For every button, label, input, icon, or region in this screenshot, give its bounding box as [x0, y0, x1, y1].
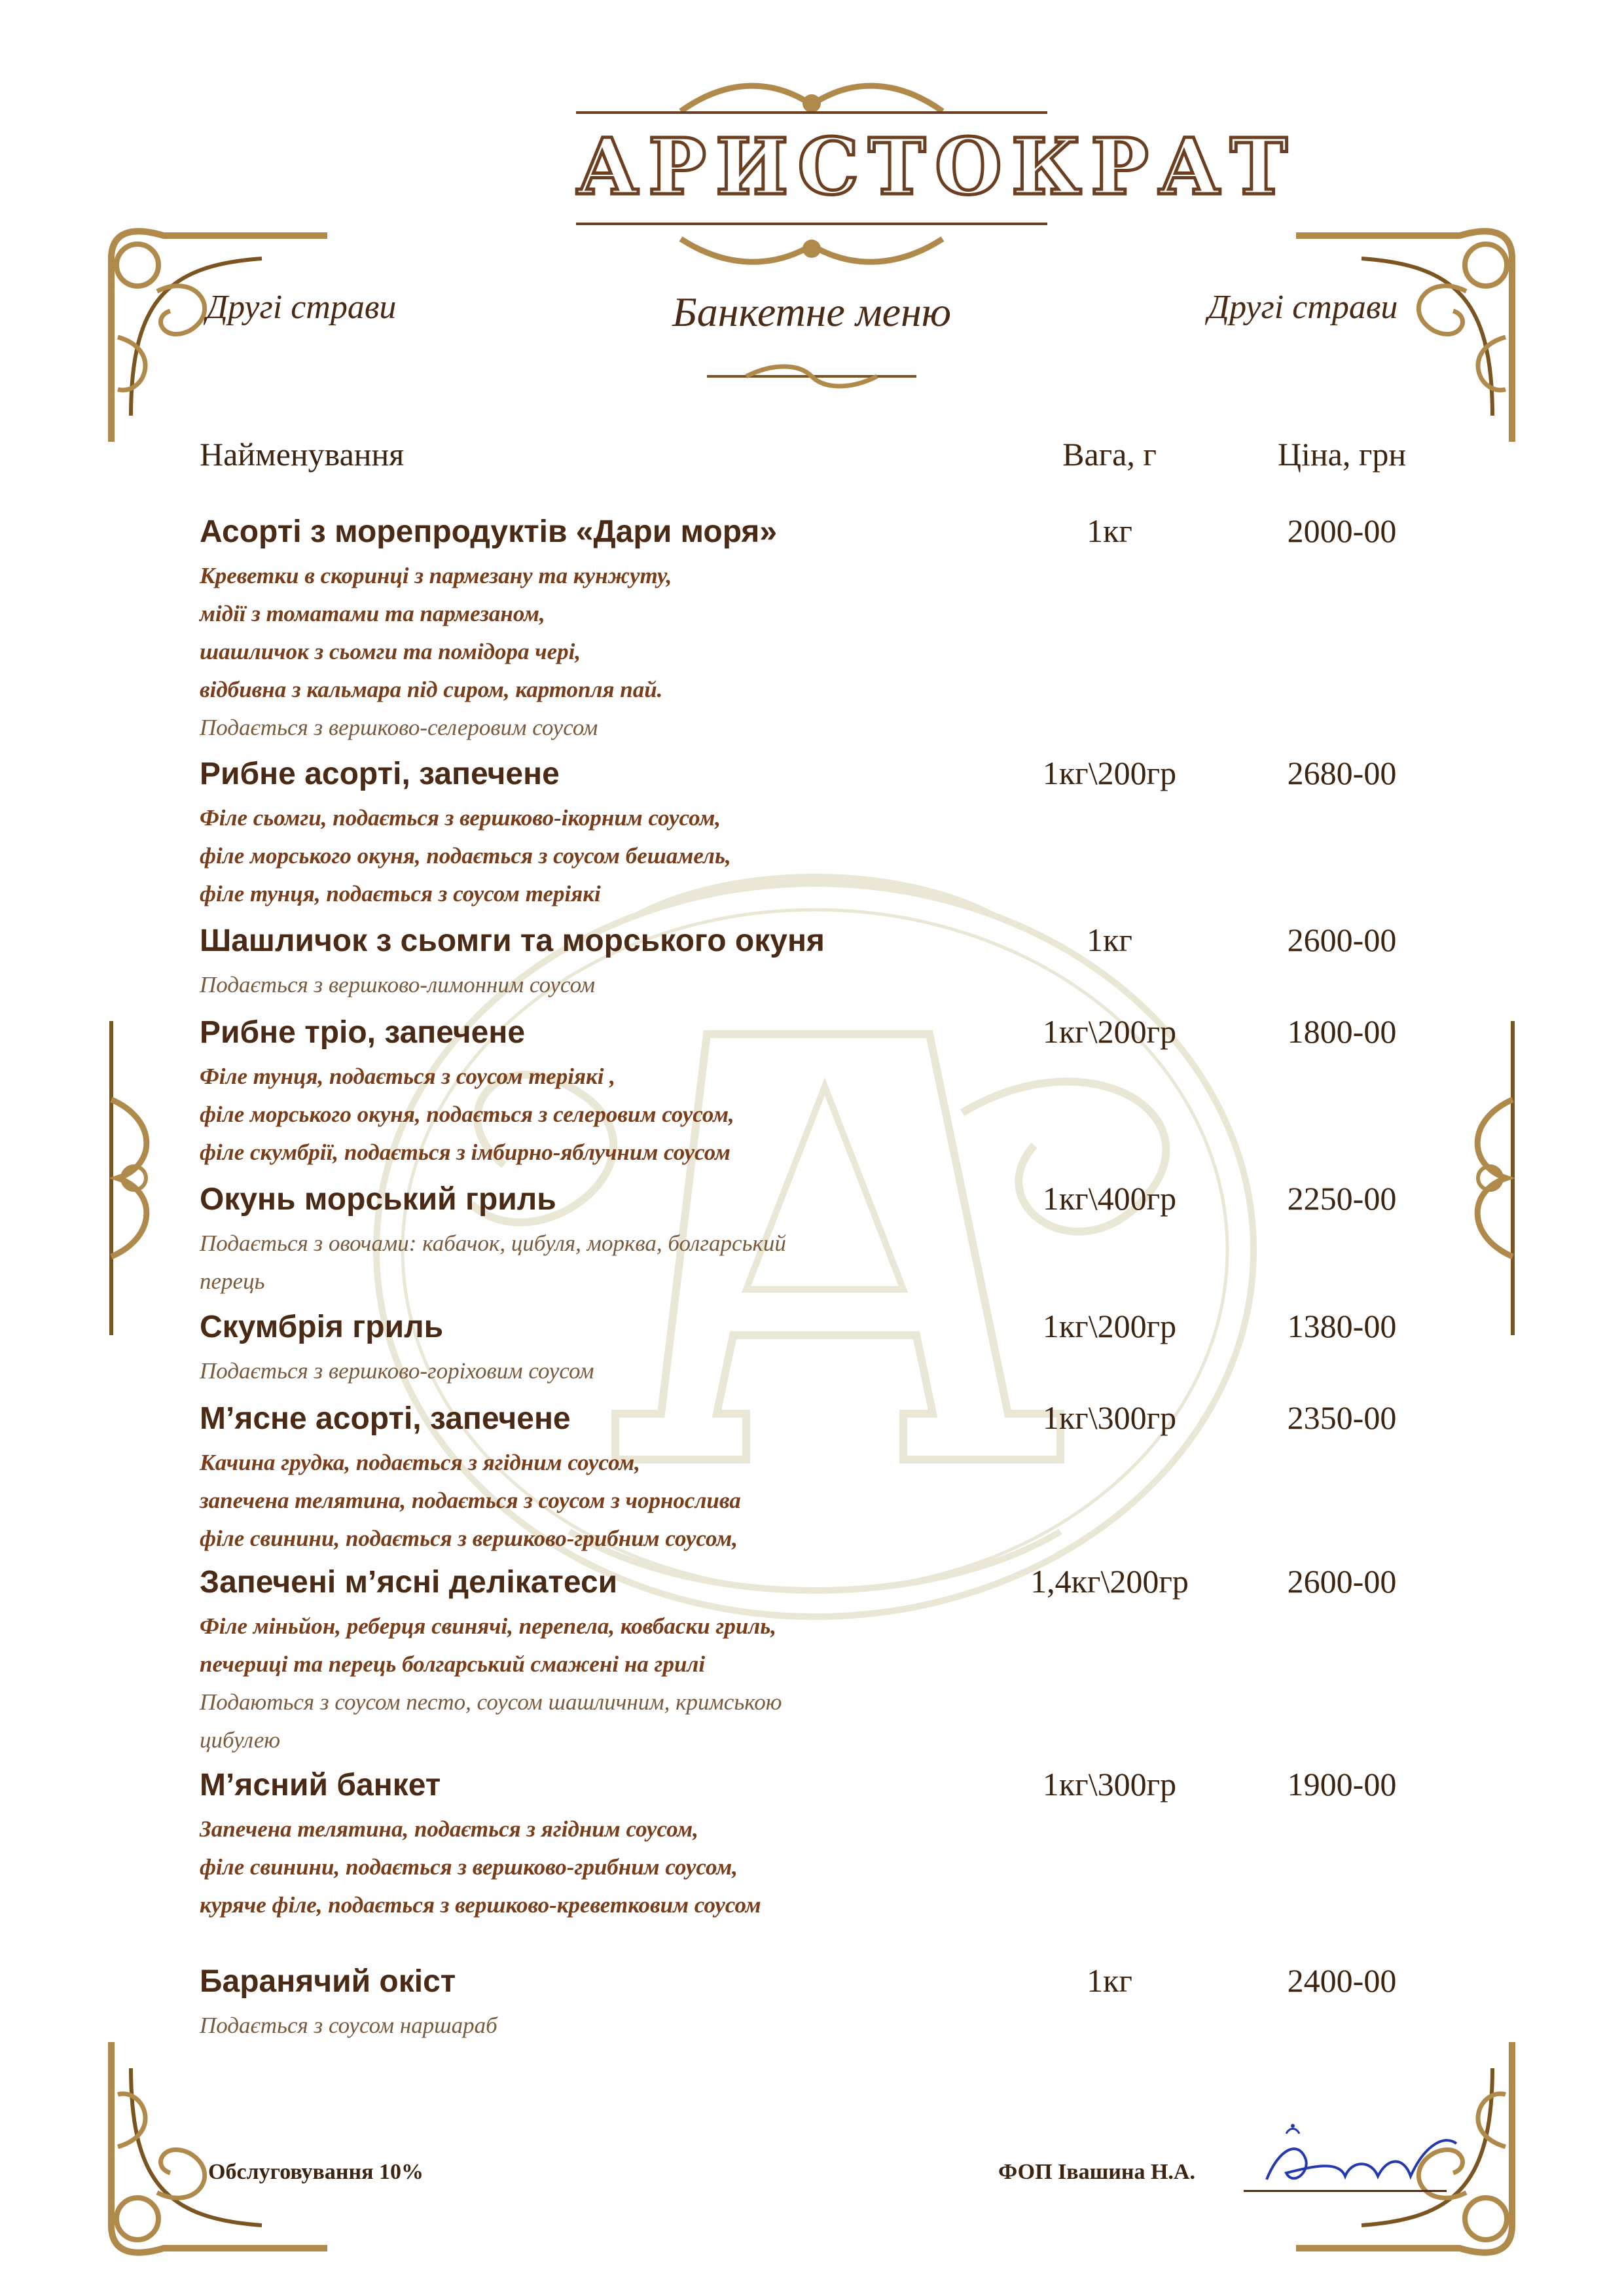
- signature-icon: [1247, 2121, 1463, 2199]
- item-description: філе тунця, подається з соусом теріякі: [200, 881, 601, 906]
- logo-bottom-rule: [576, 223, 1047, 225]
- item-description: відбивна з кальмара під сиром, картопля пай.: [200, 677, 663, 702]
- item-weight: 1,4кг\200гр: [1030, 1563, 1189, 1600]
- item-title: Запечені м’ясні делікатеси: [200, 1565, 618, 1600]
- column-header-price: Ціна, грн: [1277, 436, 1407, 473]
- item-description: Філе сьомги, подається з вершково-ікорним соусом,: [200, 805, 721, 831]
- scroll-flourish-icon: [707, 363, 916, 389]
- item-price: 2000-00: [1287, 512, 1397, 549]
- item-title: Скумбрія гриль: [200, 1310, 444, 1344]
- ornate-corner-icon: [92, 2029, 340, 2265]
- item-description: філе скумбрії, подається з імбирно-яблучним соусом: [200, 1139, 731, 1165]
- item-description: філе морського окуня, подається з соусом бешамель,: [200, 843, 731, 869]
- logo-top-rule: [576, 111, 1047, 114]
- item-weight: 1кг\300гр: [1042, 1399, 1177, 1436]
- ornate-corner-icon: [92, 219, 340, 455]
- page-title: Банкетне меню: [672, 289, 951, 335]
- item-serving-note: Подається з вершково-селеровим соусом: [200, 715, 598, 740]
- item-serving-note: Подається з вершково-лимонним соусом: [200, 972, 596, 997]
- item-price: 2680-00: [1287, 755, 1397, 791]
- scroll-flourish-icon: [674, 229, 949, 275]
- service-charge: Обслуговування 10%: [208, 2160, 424, 2184]
- item-description: філе морського окуня, подається з селеровим соусом,: [200, 1102, 734, 1127]
- item-serving-note: цибулею: [200, 1727, 281, 1753]
- item-title: Шашличок з сьомги та морського окуня: [200, 924, 825, 958]
- owner-name: ФОП Івашина Н.А.: [998, 2160, 1195, 2184]
- ornate-corner-icon: [1283, 219, 1532, 455]
- item-serving-note: перець: [200, 1268, 265, 1294]
- column-header-name: Найменування: [200, 436, 405, 473]
- item-description: куряче філе, подається з вершково-креветковим соусом: [200, 1892, 761, 1918]
- item-serving-note: Подається з соусом наршараб: [200, 2013, 497, 2038]
- scroll-flourish-icon: [98, 1021, 157, 1335]
- item-title: Рибне асорті, запечене: [200, 757, 560, 791]
- item-title: Окунь морський гриль: [200, 1182, 556, 1217]
- item-price: 1900-00: [1287, 1766, 1397, 1803]
- item-description: Філе міньйон, реберця свинячі, перепела, ковбаски гриль,: [200, 1613, 777, 1639]
- item-serving-note: Подається з вершково-горіховим соусом: [200, 1358, 594, 1384]
- item-price: 1800-00: [1287, 1013, 1397, 1050]
- item-price: 2600-00: [1287, 922, 1397, 958]
- item-description: Філе тунця, подається з соусом теріякі ,: [200, 1064, 615, 1089]
- item-description: мідії з томатами та пармезаном,: [200, 601, 545, 626]
- item-weight: 1кг\400гр: [1042, 1180, 1177, 1217]
- item-weight: 1кг: [1087, 1962, 1132, 1999]
- item-weight: 1кг\200гр: [1042, 1013, 1177, 1050]
- column-header-weight: Вага, г: [1062, 436, 1157, 473]
- item-serving-note: Подається з овочами: кабачок, цибуля, морква, болгарський: [200, 1230, 786, 1256]
- item-title: Рибне тріо, запечене: [200, 1015, 526, 1050]
- item-title: Асорті з морепродуктів «Дари моря»: [200, 514, 778, 549]
- item-title: М’ясний банкет: [200, 1768, 441, 1803]
- item-serving-note: Подаються з соусом песто, соусом шашличним, кримською: [200, 1689, 782, 1715]
- item-description: філе свинини, подається з вершково-грибним соусом,: [200, 1526, 738, 1551]
- brand-logo: АРИСТОКРАТ: [576, 121, 1297, 212]
- section-label-right: Другі страви: [1208, 289, 1398, 326]
- item-description: запечена телятина, подається з соусом з чорнослива: [200, 1488, 741, 1513]
- section-label-left: Другі страви: [206, 289, 397, 326]
- item-description: Креветки в скоринці з пармезану та кунжуту,: [200, 563, 672, 588]
- scroll-flourish-icon: [674, 72, 949, 124]
- scroll-flourish-icon: [1467, 1021, 1526, 1335]
- item-price: 2600-00: [1287, 1563, 1397, 1600]
- item-title: М’ясне асорті, запечене: [200, 1401, 571, 1436]
- item-description: Запечена телятина, подається з ягідним соусом,: [200, 1816, 699, 1842]
- item-weight: 1кг\200гр: [1042, 1308, 1177, 1344]
- item-description: печериці та перець болгарський смажені на грилі: [200, 1651, 706, 1677]
- item-weight: 1кг: [1087, 512, 1132, 549]
- item-weight: 1кг: [1087, 922, 1132, 958]
- item-weight: 1кг\300гр: [1042, 1766, 1177, 1803]
- item-price: 2350-00: [1287, 1399, 1397, 1436]
- item-description: Качина грудка, подається з ягідним соусом,: [200, 1450, 640, 1475]
- item-description: філе свинини, подається з вершково-грибним соусом,: [200, 1854, 738, 1880]
- item-description: шашличок з сьомги та помідора чері,: [200, 639, 581, 664]
- item-title: Баранячий окіст: [200, 1964, 456, 1999]
- item-price: 2400-00: [1287, 1962, 1397, 1999]
- item-weight: 1кг\200гр: [1042, 755, 1177, 791]
- item-price: 1380-00: [1287, 1308, 1397, 1344]
- item-price: 2250-00: [1287, 1180, 1397, 1217]
